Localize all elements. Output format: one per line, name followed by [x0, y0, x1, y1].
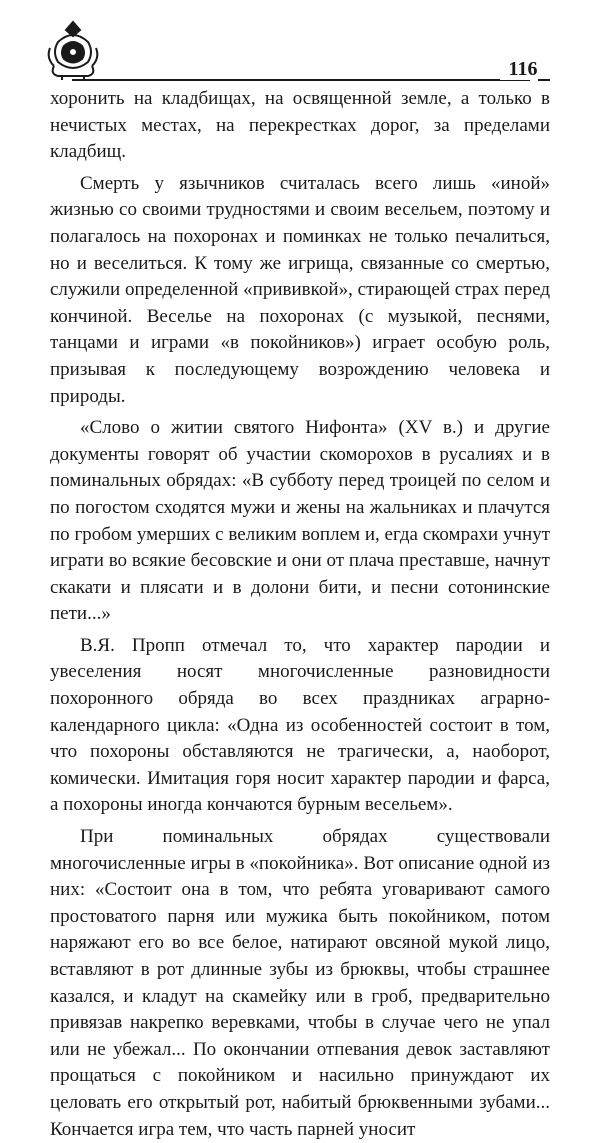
paragraph: хоронить на кладбищах, на освященной земле, а только в нечистых местах, на перекрестках дорог, за пределами кладбищ. — [50, 88, 550, 163]
paragraph: «Слово о житии святого Нифонта» (XV в.) и другие документы говорят об участии скоморохов в русалиях и в поминальных обрядах: «В субботу перед троицей по селом и по погостом сходятся мужи и жены на жальниках и плачутся по гробом умерших с великим воплем и, егда скомрахи учнут играти во всякие бесовские и они от плача преставше, начнут скакати и плясати и в долони бити, и песни сотонинские пети...» — [50, 417, 550, 625]
body-text — [50, 86, 550, 1143]
paragraph: При поминальных обрядах существовали многочисленные игры в «покойника». Вот описание одной из них: «Состоит она в том, что ребята уговаривают самого простоватого парня или мужика быть покойником, потом наряжают его во все белое, натирают овсяной мукой лицо, вставляют в рот длинные зубы из брюквы, чтобы страшнее казался, и кладут на скамейку или в гроб, предварительно привязав накрепко веревками, чтобы в случае чего не упал или не убежал... По окончании отпевания девок заставляют прощаться с покойником и насильно принуждают их целовать его открытый рот, набитый брюквенными зубами... Кончается игра тем, что часть парней уносит — [50, 826, 550, 1140]
ornamental-emblem-icon — [44, 18, 102, 80]
header-rule-end — [538, 79, 550, 81]
header-rule — [72, 79, 530, 81]
paragraph: В.Я. Пропп отмечал то, что характер пародии и увеселения носят многочисленные разновидности похоронного обряда во всех праздниках аграрно-календарного цикла: «Одна из особенностей состоит в том, что похороны обставляются не трагически, а, наоборот, комически. Имитация горя носит характер пародии и фарса, а похороны иногда кончаются бурным весельем». — [50, 634, 550, 816]
page-number: 116 — [500, 58, 546, 80]
paragraph: Смерть у язычников считалась всего лишь «иной» жизнью со своими трудностями и своим весельем, поэтому и полагалось на похоронах и поминках не только печалиться, но и веселиться. К тому же игрища, связанные со смертью, служили определенной «прививкой», стирающей страх перед кончиной. Веселье на похоронах (с музыкой, песнями, танцами и играми «в покойников») играет особую роль, призывая к последующему возрождению человека и природы. — [50, 172, 550, 407]
